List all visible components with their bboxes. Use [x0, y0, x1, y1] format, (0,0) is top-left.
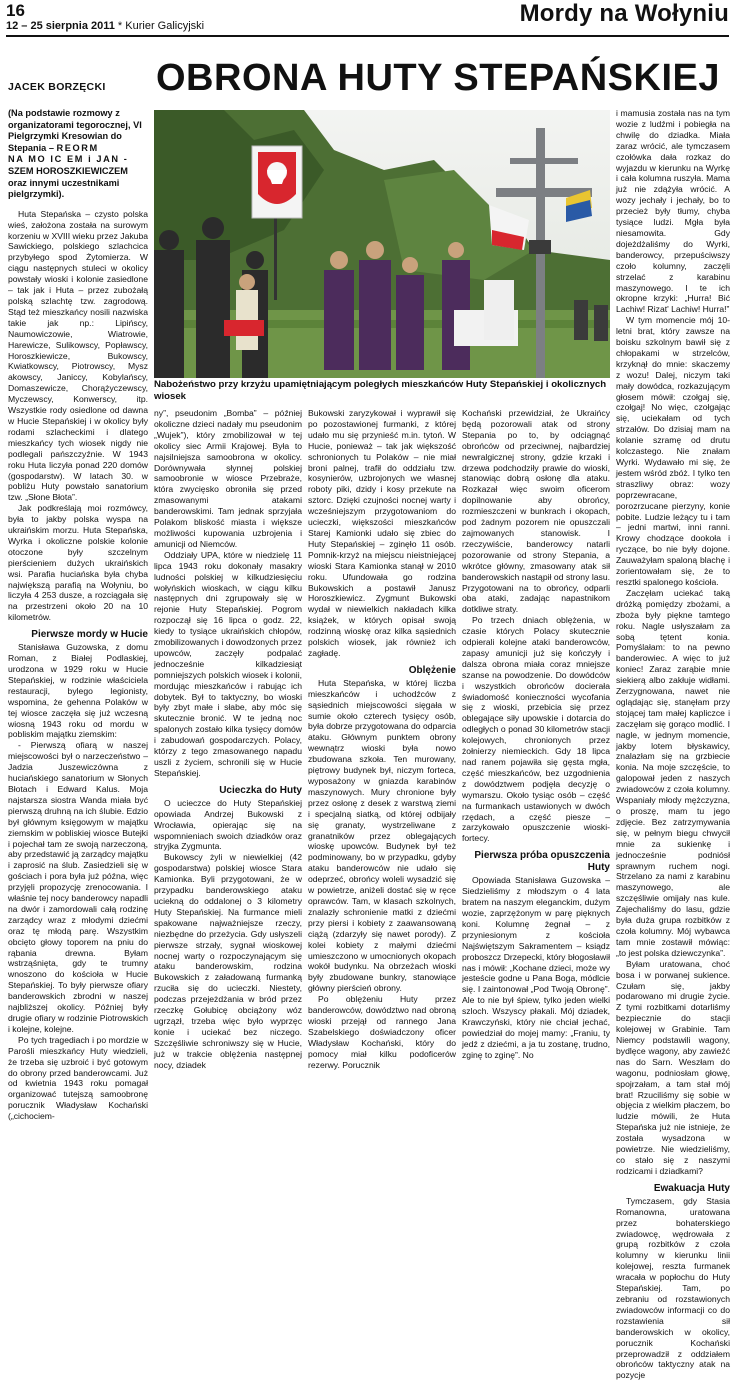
column-4 — [462, 408, 610, 1100]
paragraph: Po tych tragediach i po mordzie w Parośli mieszkańcy Huty wiedzieli, że trzeba się uzbroić i być gotowym do obrony przed banderowcami. Już od kwietnia 1943 roku pomagał organizować tutejszą samoobronę porucznik Władysław Kochański („cichociem- — [8, 1034, 148, 1122]
lead-part-c: NA MO IC EM i JAN - — [8, 154, 129, 165]
subheading-escape: Ucieczka do Huty — [219, 784, 302, 796]
paragraph: Kochański przewidział, że Ukraińcy będą pozorowali atak od strony Stepania po to, by odciągnąć obrońców od przeciwnej, najbardziej newralgicznej strony, gdzie krzaki i drzewa podchodziły prawie do wioski, stanowiąc dobrą osłonę dla ataku. Rozkazał więc swoim oficerom dopilnowanie aby obrońcy, rozmieszczeni w bunkrach i okopach, pod żadnym pozorem nie opuszczali zajmowanych stanowisk. I rzeczywiście, banderowcy natarli pozorowanie od strony Stepania, a wkrótce główny, zmasowany atak sił banderowskich nastąpił od strony lasu. Przygotowani na to obrońcy, odparli oba ataki, zadając napastnikom dotkliwe straty. — [462, 408, 610, 615]
photo-caption: Nabożeństwo przy krzyżu upamiętniającym poległych mieszkańców Huty Stepańskiej i okolicznych wiosek — [154, 379, 607, 402]
column-3 — [308, 408, 456, 1100]
paragraph: Jak podkreślają moi rozmówcy, była to jakby polska wyspa na ukraińskim morzu. Huta Stepańska, Wyrka i okoliczne polskie kolonie otoczone były szczelnym pierścieniem dużych ukraińskich wsi. Parafia huciańska była chyba największą parafią na Wołyniu, bo liczyła 4 253 dusze, a rozciągała się na przestrzeni około 20 na 10 kilometrów. — [8, 503, 148, 623]
article-headline: OBRONA HUTY STEPAŃSKIEJ — [156, 57, 720, 99]
paragraph: Zaczęłam uciekać taką dróżką pomiędzy zbożami, a zboża były piękne tamtego roku. Nagle usłyszałam za sobą tętent konia. Pomyślałam: to na pewno banderowiec. A więc to już koniec! Zaraz zarąbie mnie siekierą albo zakłuje widłami. Zerzygnowana, nawet nie oglądając się, stanęłam przy stojącej tam małej kapliczce i zaczęłam się gorąco modlić. I nagle, w jednym momencie, jakby lotem błyskawicy, znalazłam się na grzbiecie konia. Na moje szczęście, to galopował jeden z naszych zwiadowców z czoła kolumny. Wspaniały młody mężczyzna, o proszę, mam tu jego zdjęcie. Bez zatrzymywania się, w pełnym biegu chwycił mnie za sukienkę i jednocześnie podniósł sprawnym ruchem nogi. Strzelano za nami z karabinu maszynowego, ale szczęśliwie omijały nas kule. Zajechaliśmy do lasu, gdzie była duża grupa rozbitków z czoła kolumny. Mój wybawca tam mnie zostawił mówiąc: „to jest polska dziewczynka”. — [616, 587, 730, 958]
author-byline: JACEK BORZĘCKI — [8, 81, 106, 93]
paragraph: - Pierwszą ofiarą w naszej miejscowości był o narzeczeństwo – Jadzia Juszewiczówna z huciańskiego sanatorium w Słonych Błotach i Edward Kalus. Moja najstarsza siostra Wanda miała być pierwszą druhną na ich ślubie. Edzio był głównym księgowym w majątku ziemskim w pobliskiej wiosce Butejki i pojechał tam ze swoją narzeczoną, aby przedstawić ją zarządcy majątku i zaprosić na ślub. Zasiedzieli się w gościach i pora była już późna, więc przyjęli propozycję zrenocowania. I właśnie tej nocy banderowcy napadli na dwór i zamordowali całą rodzinę zarządcy wraz z młodymi dziećmi oraz tę młodą parę. Wszystkim obcięto głowy toporem na pniu do rąbania drewna. Byłam wstrząśnięta, gdy te trumny wnoszono do kościoła w Hucie Stepańskiej. To były pierwsze ofiary banderowskich zbrodni w naszej najbliższej okolicy. Później były drugie ofiary w rodzinie Piotrowskich i kolejne, kolejne. — [8, 740, 148, 1034]
paragraph: Po oblężeniu Huty przez banderowców, dowództwo nad obroną wioski przejął od rannego Jana Szabelskiego doświadczony oficer Władysław Kochański, który do pomocy miał kilku podoficerów rezerwy. Porucznik — [308, 994, 456, 1070]
article-lead — [8, 108, 148, 201]
publication-name: Kurier Galicyjski — [125, 20, 205, 32]
paragraph: Tymczasem, gdy Stasia Romanowna, uratowana przez bohaterskiego zwiadowcę, wędrowała z grupą rozbitków z czoła kolumny w kierunku linii kolejowej, reszta furmanek wracała w popłochu do Huty Stepańskiej. Tam, po zebraniu od rozstawionych zwiadowców informacji co do rozstawienia sił banderowskich w okolicy, porucznik Kochański przeprowadził z oddziałem obrońców taktyczny atak na pozycje — [616, 1195, 730, 1381]
paragraph: Oddziały UPA, które w niedzielę 11 lipca 1943 roku dokonały masakry ludności polskiej w kilkudziesięciu wołyńskich wioskach, w ciągu kilku następnych dni zgrupowały się w rejonie Huty Stepańskiej. Pogrom rozpoczął się 16 lipca o godz. 22, kiedy to tysiące ukraińskich chłopów, zmobilizowanych i dowodzonych przez upowców, zaczęły podpalać jednocześnie kilkadziesiąt pomniejszych polskich wiosek i kolonii, mordując mieszkańców i rabując ich dobytek. Był to taktyczny, bo wioski były zbyt małe i słabe, aby móc się skutecznie bronić. W te jedną noc spalonych zostało kilka tysięcy domów i zabudowań gospodarczych. Polacy, którzy z tego zmasowanego napadu uszli z życiem, schronili się w Hucie Stepańskiej. — [154, 549, 302, 778]
paragraph: Bukowski zaryzykował i wyprawił się po pozostawionej furmanki, z której udało mu się przynieść m.in. tytoń. W Hucie, ponieważ – tak jak większość schronionych tu Polaków – nie miał broni palnej, trafił do oddziału tzw. kosynierów, uzbrojonych we własnej roboty piki, dzidy i kosy przekute na sztorc. Dzięki czujności nocnej warty i wcześniejszym przygotowaniom do ucieczki, większości mieszkańców Starej Kamionki udało się zbiec do Huty Stepańskiej – zginęło 11 osób. Pomnik-krzyż na miejscu nieistniejącej wioski Stara Kamionka stanął w 2010 roku. Ufundowała go rodzina Bukowskich a postawił Janusz Horoszkiewicz. Zygmunt Bukowski wydał w niewielkich nakładach kilka książek, w których opisał swoją rodzinną wioskę oraz kilka sąsiednich polskich wiosek, jak również ich zagładę. — [308, 408, 456, 658]
lead-part-d: SZEM HOROSZKIEWICZEM oraz innymi uczestnikami pielgrzymki). — [8, 165, 128, 200]
paragraph: Po trzech dniach oblężenia, w czasie których Polacy skutecznie odpierali kolejne ataki banderowców, zapasy amunicji już się kończyły i dalsza obrona miała coraz mniejsze szanse na powodzenie. Do dowódców i wszystkich obrońców docierała świadomość konieczności wycofania się z wioski, przebicia się przez oblegające siły upowskie i dotarcia do odległych o ponad 30 kilometrów stacji kolejowych, chronionych przez żołnierzy niemieckich. Gdy 18 lipca nad ranem pojawiła się gęsta mgła, część mieszkańców, bez uzgodnienia z dowództwem podjęła decyzję o wymarszu. Około tysiąc osób – część na furmankach ustawionych w dwóch rzędach, a część piesze – zarzykowało opuszczenie wioski-fortecy. — [462, 615, 610, 844]
paragraph: ny”, pseudonim „Bomba” – później okoliczne dzieci nadały mu pseudonim „Wujek”), który zmobilizował w tej okolicy siec Armii Krajowej. Była to najsilniejsza samoobrona w okolicy. Dorównywała słynnej polskiej samoobronie w wiosce Przebraże, która zwycięsko obroniła się przed zmasowanymi atakami banderowskimi. Tam jednak sprzyjała Polakom bliskość miasta i większe możliwości kupowania uzbrojenia i amunicji od Niemców. — [154, 408, 302, 549]
dateline — [6, 20, 204, 32]
article-photo — [154, 110, 610, 378]
paragraph: O ucieczce do Huty Stepańskiej opowiada Andrzej Bukowski z Wrocławia, opierając się na wspomnieniach swoich dziadków oraz stryjka Zygmunta. — [154, 797, 302, 852]
page-number: 16 — [6, 1, 25, 20]
dateline-separator: * — [114, 20, 126, 32]
lead-part-a: (Na podstawie rozmowy z organizatorami tegorocznej, VI Pielgrzymki Kresowian do Stepania – — [8, 108, 142, 153]
section-title: Mordy na Wołyniu — [519, 0, 729, 27]
paragraph: i mamusia została nas na tym wozie z ludźmi i pobiegła na chwilę do dziadka. Miała zaraz wrócić, ale tymczasem czołówka dała rozkaz do wyjazdu w kierunku na Wyrkę i cała kolumna ruszyła. Mama już nie zdążyła wrócić. A wozy jechały i jechały, bo to przecież były tłumy, chyba tysiące ludzi. Mgła była niesamowita. Gdy dojeżdżaliśmy do Wyrki, banderowcy, przepuściwszy czoło kolumny, zaczęli strzelać z karabinu maszynowego. I te ich okropne krzyki: „Hurra! Bić Lachiw! Rizat' Lachiw! Hurra!” — [616, 108, 730, 315]
subheading-siege: Oblężenie — [408, 664, 456, 676]
column-2 — [154, 408, 302, 1100]
column-5 — [616, 108, 730, 1381]
paragraph: Byłam uratowana, choć bosa i w porwanej sukience. Czułam się, jakby podarowano mi drugie życie. Z tymi rozbitkami dotarliśmy bezpiecznie do stacji kolejowej w Grabinie. Tam Niemcy podstawili wagony, bydlęce wagony, aby zawieźć nas do Sarn. Weszłam do wagonu, podniosłam głowę, spojrzałam, a tam stał mój brat! Rzuciliśmy się sobie w objęcia z wielkim płaczem, bo ludzie mówili, że Huta Stepańska już nie istnieje, że została wysadzona w powietrze. Nie wiedzieliśmy, co stało się z naszymi rodzicami i dziadkami? — [616, 958, 730, 1176]
subheading-first-attempt: Pierwsza próba opuszczenia Huty — [474, 850, 610, 874]
paragraph: Huta Stepańska, w której liczba mieszkańców i uchodźców z sąsiednich miejscowości sięgała w sumie około czterech tysięcy osób, była dobrze przygotowana do odparcia ataku. Głównym punktem obrony wewnątrz wioski była nowo zbudowana szkoła. Ten murowany, piętrowy budynek był, niczym forteca, wyposażony w gniazda karabinów maszynowych. Mury chronione były przez osłonę z desek z warstwą ziemi i specjalną siatką, od której odbijały się granaty, wystrzeliwane z granatników przez oblegających wioskę upowców. Budynek był też podminowany, bo w przypadku, gdyby ataku banderowców nie udało się odeprzeć, obrońcy woleli wysadzić się w powietrze, aniżeli dostać się w ręce oprawców. Tam, w klasach szkolnych, znalazły schronienie matki z dziećmi przy piersi i kobiety z zaawansowaną ciążą (zdarzyły się nawet porody). Z kolei kobiety z małymi dziećmi umieszczono w umocnionych okopach wokół budynku. Na obrzeżach wioski były zbudowane bunkry, stanowiące główny pierścień obrony. — [308, 677, 456, 994]
issue-date: 12 – 25 sierpnia 2011 — [6, 20, 115, 32]
subheading-evacuation: Ewakuacja Huty — [653, 1182, 730, 1194]
paragraph: Stanisława Guzowska, z domu Roman, z Białej Podlaskiej, urodzona w 1929 roku w Hucie Stepańskiej, w rodzinie właściciela restauracji, bylego legionisty, wspomina, że gehenna Polaków w tej wiosce zaczęła się już wczesną wiosną 1943 roku od mordu w pobliskim majątku ziemskim: — [8, 642, 148, 740]
paragraph: W tym momencie mój 10-letni brat, który zawsze na boisku szkolnym bawił się z chłopakami w strzelców, krzyknął do mnie: skaczemy z wozu! Dalej, niczym taki mały dowódca, rozkazującym głosem mówił: czołgaj się, czołgaj! No więc, czołgając się, uciekałam od tych strzałów. Do dzisiaj mam na kolanie szramę od drutu kolczastego. Nie znałam Wyrki. Wydawało mi się, że jestem wśród zbóż. I tylko ten straszliwy obraz: wozy poprzewracane, porozrzucane pierzyny, konie pobite. Ludzie leżący tu i tam – jedni martwi, inni ranni. Krowy chodzące dookoła i ryczące, bo nie były dojone. Zauważyłam spaloną blachę i zorientowałam się, że to resztki spalonego kościoła. — [616, 315, 730, 587]
paragraph: Opowiada Stanisława Guzowska – Siedzieliśmy z młodszym o 4 lata bratem na naszym eleganckim, dużym wozie, zaprzężonym w parę pięknych koni. Kolumnę żegnał – z przyniesionym z kościoła Najświętszym Sakramentem – ksiądz proboszcz Drzepecki, który błogosławił nas i mówił: „Kochane dzieci, może wy jesteście godne u Pana Boga, módlcie się. I zaintonował „Pod Twoją Obronę”. Ale to nie był śpiew, tylko jeden wielki szloch. Wszyscy płakali. Mój dziadek, Krawczyński, który nie chciał jechać, powiedział do mojej mamy: „Franiu, ty jedź z dziećmi, a ja tu zostanę, trudno, zginę to zginę”. No — [462, 875, 610, 1060]
paragraph: Huta Stepańska – czysto polska wieś, założona została na surowym korzeniu w XVIII wieku przez Jakuba Sawickiego, polskiego szlachcica przybyłego spod Żytomierza. W ciągu następnych stuleci w okolicy powstały wioski i kolonie zasiedlone – tak jak i Huta – przez zubożałą polską szlachtę tzw. zagrodową. Stąd też mieszkańcy nosili nazwiska takie jak np.: Lipińscy, Naumowiczowie, Wiatrowie, Harewicze, Sulikowscy, Popławscy, Horoszkiewicze, Bukowscy, Kwiatkowscy, Piotrowscy, Mysz akowscy, Janiccy, Kobylańscy, Domaszewicze, Chorążyczewscy, Myczewscy, Konwerscy, itp. Wszystkie rody osiedlone od dawna w Hucie Stepańskiej i w okolicy były rodami szlacheckimi i dlatego mieszkańcy tych wiosek nigdy nie podlegali pańszczyźnie. W 1943 roku Huta liczyła ponad 220 domów (gospodarstw). W latach 30. w pobliżu Huty powstało sanatorium tzw. „Słone Błota”. — [8, 208, 148, 503]
lead-part-b: REORM — [56, 142, 99, 153]
subheading-first-murders: Pierwsze mordy w Hucie — [31, 629, 148, 641]
paragraph: Bukowscy żyli w niewielkiej (42 gospodarstwa) polskiej wiosce Stara Kamionka. Byli przygotowani, że w przypadku banderowskiego ataku uciekną do oddalonej o 3 kilometry Huty Stepańskiej. Na furmance mieli spakowane najważniejsze rzeczy, niezbędne do przeżycia. Gdy usłyszeli pierwsze strzały, sygnał wioskowej nocnej warty o rozpoczynającym się ataku banderowskim, rodzina Bukowskich z załadowaną furmanką rzuciła się do ucieczki. Niestety, podczas przejeżdżania w bród przez rzeczkę Gołubicę obciążony wóz ugrzązł, trzeba więc było wyprzęc konie i uciekać bez niczego. Szczęśliwie schroniwszy się w Hucie, już w trakcie oblężenia następnej nocy, dziadek — [154, 852, 302, 1070]
photo-illustration — [154, 110, 610, 378]
header-rule — [6, 35, 729, 37]
column-1 — [8, 108, 148, 1122]
